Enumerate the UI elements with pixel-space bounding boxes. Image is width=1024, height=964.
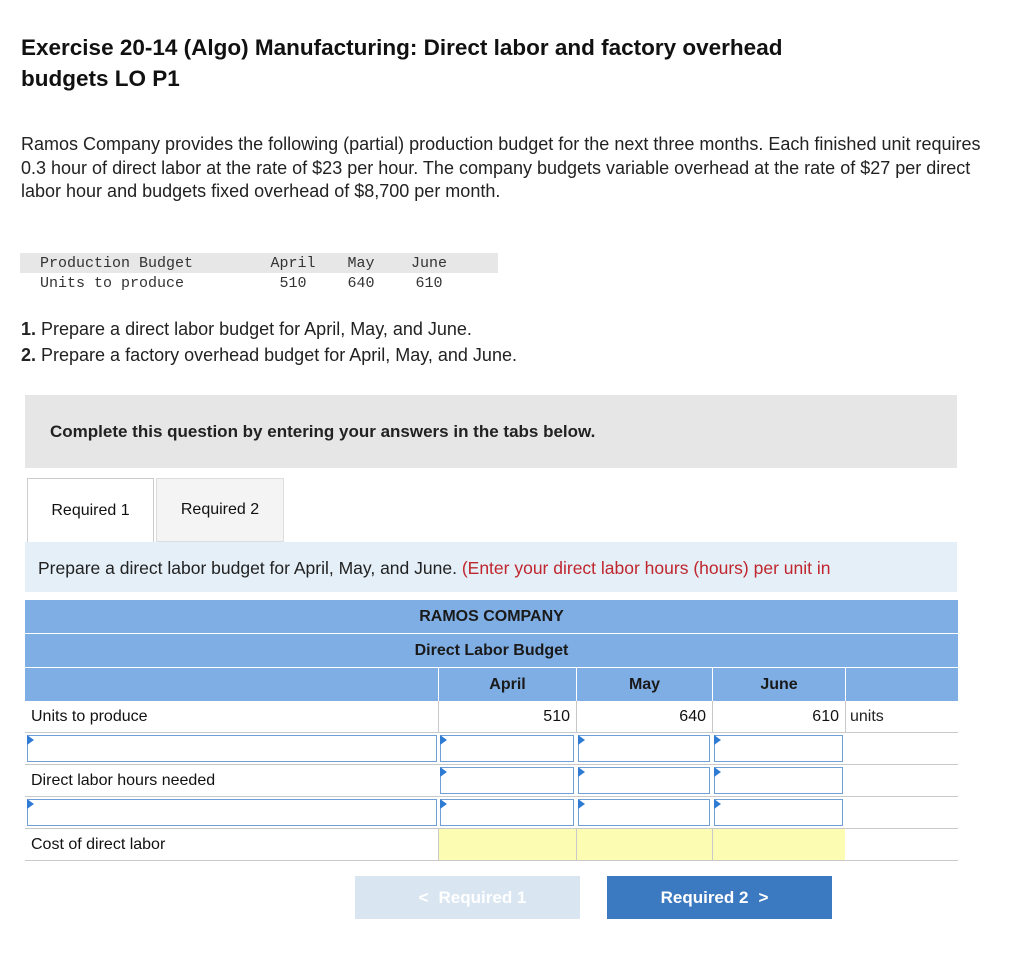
requirement-2-number: 2. (21, 345, 37, 365)
dl-hours-row (25, 765, 958, 797)
input-row-1-june[interactable] (714, 735, 843, 762)
input-row-1 (25, 733, 958, 765)
month-header-april: April (438, 668, 576, 701)
budget-title: Direct Labor Budget (414, 641, 569, 659)
input-row-2-may[interactable] (578, 799, 710, 826)
input-row-2 (25, 797, 958, 829)
input-row-1-label-field[interactable] (27, 735, 437, 762)
requirement-1 (21, 316, 921, 342)
tab-required-2[interactable]: Required 2 (156, 478, 284, 542)
units-row-label: Units to produce (31, 707, 148, 725)
title-line-2: budgets LO P1 (21, 66, 180, 91)
tab-required-1[interactable]: Required 1 (27, 478, 154, 542)
input-row-2-april[interactable] (440, 799, 574, 826)
prev-required-label: Required 1 (438, 887, 527, 907)
prev-required-button[interactable] (355, 876, 580, 919)
company-name-row (25, 600, 958, 634)
units-april: 510 (438, 701, 576, 732)
units-may: 640 (576, 701, 712, 732)
tab-instructions-text (38, 558, 830, 579)
tab-instructions (25, 542, 957, 592)
production-units-may: 640 (347, 274, 375, 292)
production-month-june: June (410, 254, 447, 272)
units-june: 610 (712, 701, 845, 732)
units-suffix: units (845, 701, 958, 732)
month-header-june: June (712, 668, 845, 701)
title-line-1: Exercise 20-14 (Algo) Manufacturing: Direct labor and factory overhead (21, 35, 783, 60)
input-row-1-may[interactable] (578, 735, 710, 762)
chevron-left-icon: < (418, 887, 429, 907)
production-month-april: April (270, 254, 316, 272)
production-units-april: 510 (279, 274, 307, 292)
dl-hours-may[interactable] (578, 767, 710, 794)
cost-april-computed (438, 829, 576, 860)
requirement-1-text: Prepare a direct labor budget for April, May, and June. (36, 319, 472, 339)
cost-may-computed (576, 829, 712, 860)
month-header-may: May (576, 668, 712, 701)
page-title (21, 32, 981, 94)
dl-hours-june[interactable] (714, 767, 843, 794)
chevron-right-icon: > (758, 887, 769, 907)
banner-text: Complete this question by entering your answers in the tabs below. (50, 421, 596, 441)
production-budget-header-row (20, 253, 498, 273)
next-required-label: Required 2 (660, 887, 749, 907)
input-row-2-label-field[interactable] (27, 799, 437, 826)
requirement-1-number: 1. (21, 319, 37, 339)
requirement-2 (21, 342, 921, 368)
requirements-list (21, 316, 921, 368)
cost-row-label: Cost of direct labor (31, 835, 166, 853)
dl-hours-row-label: Direct labor hours needed (31, 771, 216, 789)
units-row (25, 701, 958, 733)
budget-title-row (25, 634, 958, 668)
dl-hours-april[interactable] (440, 767, 574, 794)
intro-paragraph: Ramos Company provides the following (partial) production budget for the next three months. Each finished unit requires 0.3 hour of direct labor at the rate of $23 per hour. The company budgets variable overhead at the rate of $27 per direct labor hour and budgets fixed overhead of $8,700 per month. (21, 134, 981, 201)
production-units-label: Units to produce (40, 274, 185, 292)
input-row-1-april[interactable] (440, 735, 574, 762)
next-required-button[interactable] (607, 876, 832, 919)
month-header-blank (845, 668, 958, 701)
production-units-row (20, 273, 498, 293)
requirement-2-text: Prepare a factory overhead budget for April, May, and June. (36, 345, 517, 365)
production-budget-table (20, 253, 498, 293)
company-name: RAMOS COMPANY (419, 607, 564, 625)
instructions-main: Prepare a direct labor budget for April, May, and June. (38, 558, 457, 578)
production-units-june: 610 (415, 274, 443, 292)
month-header-row (25, 668, 958, 701)
instructions-note: (Enter your direct labor hours (hours) per unit in (461, 558, 831, 578)
cost-row (25, 829, 958, 861)
production-budget-label: Production Budget (40, 254, 194, 272)
production-month-may: May (347, 254, 375, 272)
cost-june-computed (712, 829, 845, 860)
instruction-banner (25, 395, 957, 468)
input-row-2-june[interactable] (714, 799, 843, 826)
